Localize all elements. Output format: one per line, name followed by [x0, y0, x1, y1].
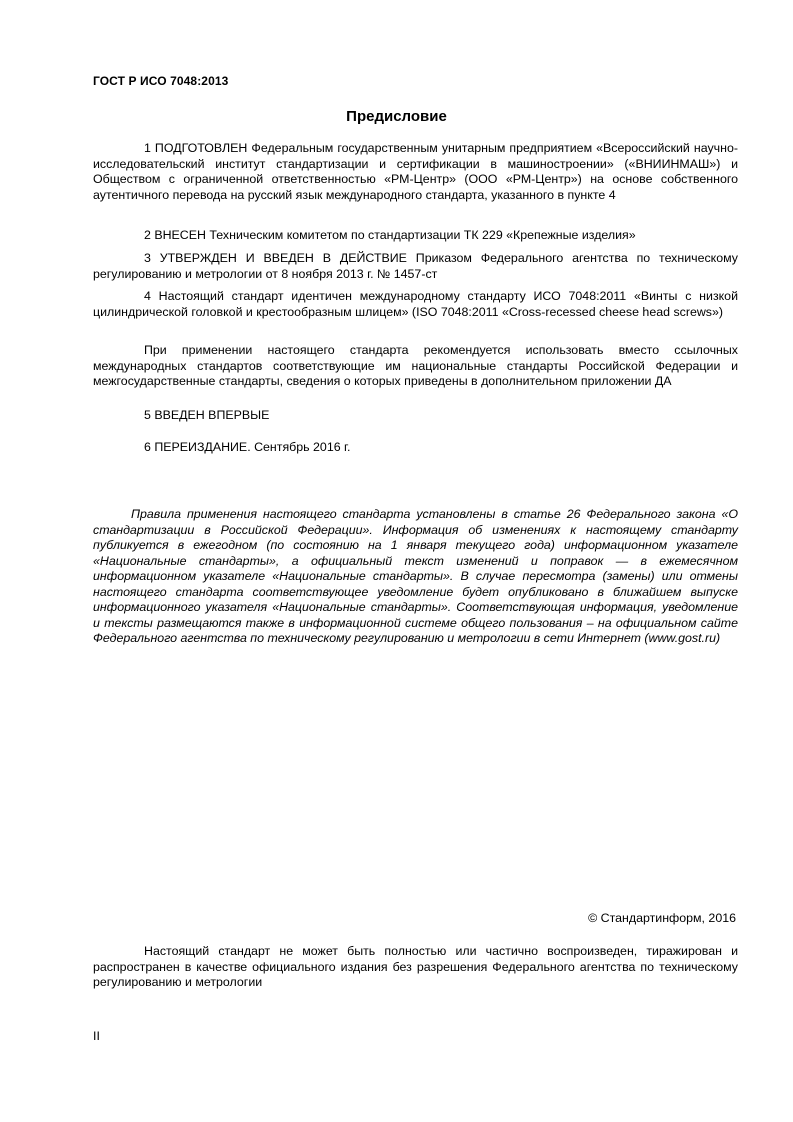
page-number: II [93, 1029, 100, 1043]
reproduction-notice: Настоящий стандарт не может быть полностью или частично воспроизведен, тиражирован и распространен в качестве официального издания без разрешения Федерального агентства по техническому регулированию и метрологии [93, 944, 738, 989]
foreword-item-1: 1 ПОДГОТОВЛЕН Федеральным государственным унитарным предприятием «Всероссийский научно-исследовательский институт стандартизации и сертификации в машиностроении» («ВНИИНМАШ») и Обществом с ограниченной ответственностью «РМ-Центр» (ООО «РМ-Центр») на основе собственного аутентичного перевода на русский язык международного стандарта, указанного в пункте 4 [93, 141, 738, 202]
application-rules-notice: Правила применения настоящего стандарта установлены в статье 26 Федерального закона «О стандартизации в Российской Федерации». Информация об изменениях к настоящему стандарту публикуется в ежегодном (по состоянию на 1 января текущего года) информационном указателе «Национальные стандарты», а официальный текст изменений и поправок — в ежемесячном информационном указателе «Национальные стандарты». В случае пересмотра (замены) или отмены настоящего стандарта соответствующее уведомление будет опубликовано в ближайшем выпуске информационного указателя «Национальные стандарты». Соответствующая информация, уведомление и тексты размещаются также в информационной системе общего пользования – на официальном сайте Федерального агентства по техническому регулированию и метрологии в сети Интернет (www.gost.ru) [93, 507, 738, 645]
foreword-item-6: 6 ПЕРЕИЗДАНИЕ. Сентябрь 2016 г. [144, 440, 351, 454]
foreword-item-5: 5 ВВЕДЕН ВПЕРВЫЕ [144, 408, 270, 422]
foreword-references-note: При применении настоящего стандарта рекомендуется использовать вместо ссылочных международных стандартов соответствующие им национальные стандарты Российской Федерации и межгосударственные стандарты, сведения о которых приведены в дополнительном приложении ДА [93, 343, 738, 388]
document-code: ГОСТ Р ИСО 7048:2013 [93, 74, 229, 88]
foreword-item-3: 3 УТВЕРЖДЕН И ВВЕДЕН В ДЕЙСТВИЕ Приказом Федерального агентства по техническому регулированию и метрологии от 8 ноября 2013 г. № 1457-ст [93, 251, 738, 281]
foreword-item-2: 2 ВНЕСЕН Техническим комитетом по стандартизации ТК 229 «Крепежные изделия» [144, 228, 636, 242]
foreword-title: Предисловие [346, 108, 447, 125]
foreword-item-4: 4 Настоящий стандарт идентичен международному стандарту ИСО 7048:2011 «Винты с низкой цилиндрической головкой и крестообразным шлицем» (ISO 7048:2011 «Cross-recessed cheese head screws») [93, 289, 738, 319]
copyright-line: © Стандартинформ, 2016 [588, 911, 736, 925]
